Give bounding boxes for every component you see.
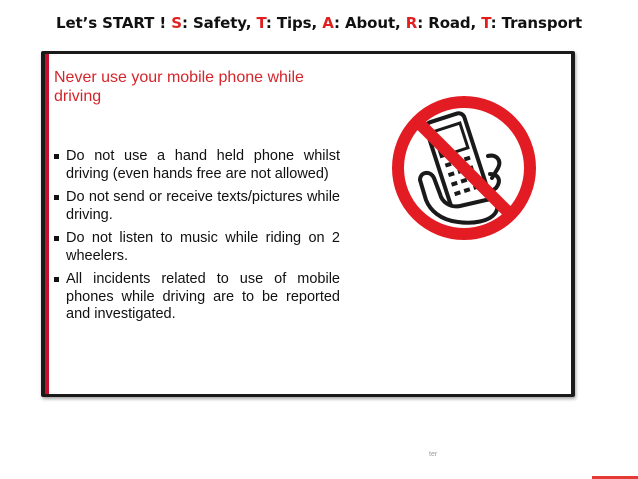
bullet-text: Do not use a hand held phone whilst driving (even hands free are not allowed) bbox=[66, 148, 340, 182]
bullet-text: All incidents related to use of mobile phones while driving are to be reported and investigated. bbox=[66, 271, 340, 322]
slide-title bbox=[56, 14, 626, 32]
bullet-item bbox=[54, 271, 340, 324]
title-part: Let’s START ! bbox=[56, 14, 172, 32]
bullet-item bbox=[54, 189, 340, 224]
title-letter-r: R bbox=[405, 14, 418, 32]
bullet-marker bbox=[54, 277, 59, 282]
title-part: : Road, bbox=[417, 14, 482, 32]
bullet-marker bbox=[54, 236, 59, 241]
footer-text: ter bbox=[429, 451, 438, 458]
bullet-item bbox=[54, 230, 340, 265]
title-part: : Transport bbox=[490, 14, 583, 32]
bullet-text: Do not listen to music while riding on 2 wheelers. bbox=[66, 230, 340, 264]
bullet-marker bbox=[54, 195, 59, 200]
title-part: : Tips, bbox=[265, 14, 323, 32]
bullet-marker bbox=[54, 154, 59, 159]
bullet-item bbox=[54, 148, 340, 183]
title-letter-t2: T bbox=[481, 14, 491, 32]
bullet-text: Do not send or receive texts/pictures while driving. bbox=[66, 189, 340, 223]
bullet-list bbox=[54, 148, 340, 330]
title-part: : Safety, bbox=[181, 14, 257, 32]
title-part: : About, bbox=[334, 14, 406, 32]
title-letter-a: A bbox=[322, 14, 335, 32]
slide-subtitle: Never use your mobile phone while driving bbox=[54, 69, 304, 105]
title-letter-s: S bbox=[171, 14, 182, 32]
title-letter-t: T bbox=[256, 14, 266, 32]
no-mobile-phone-icon bbox=[390, 94, 538, 242]
